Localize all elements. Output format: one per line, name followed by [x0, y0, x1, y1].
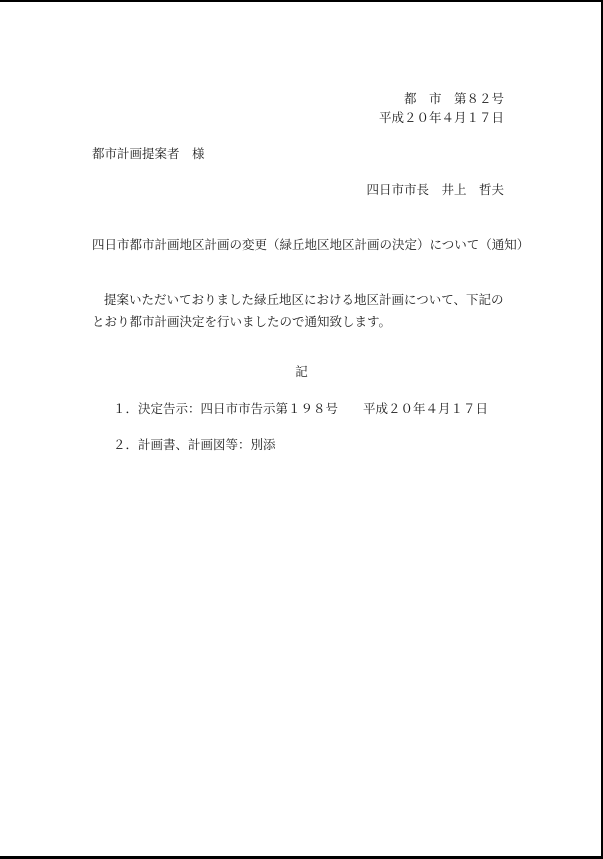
ki-heading: 記: [295, 364, 308, 379]
list-item: ２．計画書、計画図等：別添: [113, 437, 276, 452]
subject-title: 四日市都市計画地区計画の変更（緑丘地区地区計画の決定）について（通知）: [92, 237, 530, 252]
sender: 四日市市長 井上 哲夫: [366, 182, 504, 197]
list-item: １．決定告示：四日市市告示第１９８号 平成２０年４月１７日: [113, 401, 489, 416]
document-number: 都 市 第８２号: [403, 91, 504, 106]
body-paragraph: 提案いただいておりました緑丘地区における地区計画について、下記のとおり都市計画決定を行いましたので通知致します。: [92, 292, 504, 329]
document-date: 平成２０年４月１７日: [378, 110, 504, 125]
addressee: 都市計画提案者 様: [92, 146, 205, 161]
